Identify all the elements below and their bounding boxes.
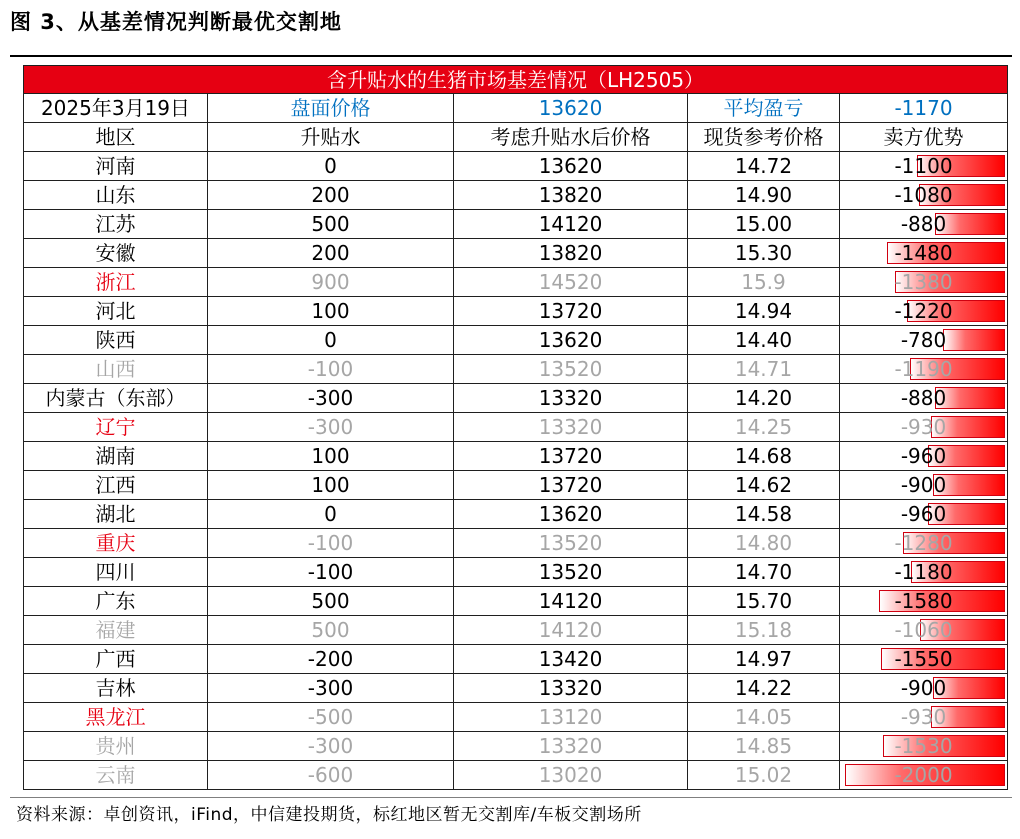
premium-cell: -200: [208, 645, 454, 674]
advantage-value: -930: [900, 705, 947, 729]
adjusted-price-cell: 13720: [454, 471, 688, 500]
region-cell: 安徽: [24, 239, 208, 268]
spot-price-cell: 15.9: [688, 268, 840, 297]
spot-price-cell: 14.62: [688, 471, 840, 500]
adjusted-price-cell: 13820: [454, 239, 688, 268]
premium-cell: -500: [208, 703, 454, 732]
advantage-value: -1080: [894, 183, 953, 207]
advantage-value: -1480: [894, 241, 953, 265]
premium-cell: -300: [208, 732, 454, 761]
spot-price-cell: 14.72: [688, 152, 840, 181]
premium-cell: -300: [208, 413, 454, 442]
source-divider: [10, 797, 1012, 798]
spot-price-cell: 14.85: [688, 732, 840, 761]
adjusted-price-cell: 13620: [454, 500, 688, 529]
table-row: [24, 181, 1008, 210]
region-cell: 吉林: [24, 674, 208, 703]
premium-cell: 0: [208, 152, 454, 181]
adjusted-price-cell: 13120: [454, 703, 688, 732]
spot-price-cell: 14.97: [688, 645, 840, 674]
region-cell: 云南: [24, 761, 208, 790]
seller-advantage-cell: [840, 268, 1008, 297]
spot-price-cell: 14.05: [688, 703, 840, 732]
header-premium: 升贴水: [208, 123, 454, 152]
table-row: [24, 529, 1008, 558]
seller-advantage-cell: [840, 413, 1008, 442]
table-row: [24, 500, 1008, 529]
figure-title: 图 3、从基差情况判断最优交割地: [10, 10, 342, 34]
premium-cell: -300: [208, 384, 454, 413]
futures-price-label: 盘面价格: [208, 94, 454, 123]
premium-cell: 200: [208, 239, 454, 268]
seller-advantage-cell: [840, 529, 1008, 558]
seller-advantage-cell: [840, 181, 1008, 210]
spot-price-cell: 15.02: [688, 761, 840, 790]
table-row: [24, 761, 1008, 790]
advantage-value: -930: [900, 415, 947, 439]
region-cell: 福建: [24, 616, 208, 645]
basis-table: [23, 65, 1008, 790]
adjusted-price-cell: 14520: [454, 268, 688, 297]
region-cell: 湖北: [24, 500, 208, 529]
premium-cell: 0: [208, 326, 454, 355]
table-row: [24, 674, 1008, 703]
adjusted-price-cell: 13820: [454, 181, 688, 210]
advantage-value: -880: [900, 386, 947, 410]
table-row: [24, 703, 1008, 732]
advantage-value: -960: [900, 444, 947, 468]
spot-price-cell: 14.71: [688, 355, 840, 384]
header-spot-price: 现货参考价格: [688, 123, 840, 152]
advantage-value: -1180: [894, 560, 953, 584]
header-seller-advantage: 卖方优势: [840, 123, 1008, 152]
table-row: [24, 558, 1008, 587]
adjusted-price-cell: 13320: [454, 413, 688, 442]
region-cell: 湖南: [24, 442, 208, 471]
region-cell: 江西: [24, 471, 208, 500]
premium-cell: -100: [208, 558, 454, 587]
table-row: [24, 442, 1008, 471]
region-cell: 广西: [24, 645, 208, 674]
seller-advantage-cell: [840, 732, 1008, 761]
seller-advantage-cell: [840, 210, 1008, 239]
spot-price-cell: 14.80: [688, 529, 840, 558]
region-cell: 陕西: [24, 326, 208, 355]
avg-pnl-label: 平均盈亏: [688, 94, 840, 123]
advantage-value: -1280: [894, 531, 953, 555]
premium-cell: -100: [208, 355, 454, 384]
source-note: 资料来源：卓创资讯，iFind，中信建投期货，标红地区暂无交割库/车板交割场所: [16, 805, 642, 825]
advantage-value: -1380: [894, 270, 953, 294]
adjusted-price-cell: 13320: [454, 674, 688, 703]
meta-row: [24, 94, 1008, 123]
premium-cell: -600: [208, 761, 454, 790]
premium-cell: -300: [208, 674, 454, 703]
spot-price-cell: 14.22: [688, 674, 840, 703]
adjusted-price-cell: 13620: [454, 326, 688, 355]
seller-advantage-cell: [840, 616, 1008, 645]
table-row: [24, 210, 1008, 239]
region-cell: 贵州: [24, 732, 208, 761]
seller-advantage-cell: [840, 442, 1008, 471]
table-row: [24, 297, 1008, 326]
advantage-value: -1060: [894, 618, 953, 642]
adjusted-price-cell: 13020: [454, 761, 688, 790]
advantage-value: -1100: [894, 154, 953, 178]
adjusted-price-cell: 13320: [454, 384, 688, 413]
adjusted-price-cell: 14120: [454, 616, 688, 645]
advantage-value: -1580: [894, 589, 953, 613]
spot-price-cell: 15.00: [688, 210, 840, 239]
seller-advantage-cell: [840, 297, 1008, 326]
table-row: [24, 587, 1008, 616]
advantage-value: -900: [900, 473, 947, 497]
header-row: [24, 123, 1008, 152]
adjusted-price-cell: 13720: [454, 297, 688, 326]
seller-advantage-cell: [840, 384, 1008, 413]
region-cell: 黑龙江: [24, 703, 208, 732]
advantage-value: -1220: [894, 299, 953, 323]
advantage-value: -1190: [894, 357, 953, 381]
table-row: [24, 355, 1008, 384]
spot-price-cell: 14.58: [688, 500, 840, 529]
header-adjusted-price: 考虑升贴水后价格: [454, 123, 688, 152]
seller-advantage-cell: [840, 703, 1008, 732]
region-cell: 辽宁: [24, 413, 208, 442]
table-row: [24, 732, 1008, 761]
adjusted-price-cell: 14120: [454, 587, 688, 616]
seller-advantage-cell: [840, 587, 1008, 616]
spot-price-cell: 15.70: [688, 587, 840, 616]
premium-cell: 200: [208, 181, 454, 210]
region-cell: 河北: [24, 297, 208, 326]
premium-cell: 100: [208, 471, 454, 500]
adjusted-price-cell: 13720: [454, 442, 688, 471]
adjusted-price-cell: 13520: [454, 355, 688, 384]
region-cell: 河南: [24, 152, 208, 181]
advantage-value: -900: [900, 676, 947, 700]
avg-pnl-value: -1170: [840, 94, 1008, 123]
region-cell: 浙江: [24, 268, 208, 297]
advantage-value: -960: [900, 502, 947, 526]
adjusted-price-cell: 13520: [454, 529, 688, 558]
premium-cell: 100: [208, 297, 454, 326]
seller-advantage-cell: [840, 674, 1008, 703]
region-cell: 江苏: [24, 210, 208, 239]
region-cell: 四川: [24, 558, 208, 587]
premium-cell: -100: [208, 529, 454, 558]
table-banner-row: [24, 66, 1008, 94]
region-cell: 山东: [24, 181, 208, 210]
premium-cell: 500: [208, 210, 454, 239]
advantage-value: -780: [900, 328, 947, 352]
premium-cell: 100: [208, 442, 454, 471]
spot-price-cell: 14.90: [688, 181, 840, 210]
advantage-value: -1530: [894, 734, 953, 758]
seller-advantage-cell: [840, 558, 1008, 587]
adjusted-price-cell: 13320: [454, 732, 688, 761]
table-banner: 含升贴水的生猪市场基差情况（LH2505）: [24, 66, 1008, 94]
seller-advantage-cell: [840, 500, 1008, 529]
table-row: [24, 326, 1008, 355]
table-row: [24, 268, 1008, 297]
seller-advantage-cell: [840, 761, 1008, 790]
spot-price-cell: 15.30: [688, 239, 840, 268]
adjusted-price-cell: 13620: [454, 152, 688, 181]
advantage-value: -880: [900, 212, 947, 236]
table-row: [24, 239, 1008, 268]
seller-advantage-cell: [840, 239, 1008, 268]
spot-price-cell: 14.25: [688, 413, 840, 442]
spot-price-cell: 14.70: [688, 558, 840, 587]
adjusted-price-cell: 13420: [454, 645, 688, 674]
futures-price-value: 13620: [454, 94, 688, 123]
premium-cell: 900: [208, 268, 454, 297]
spot-price-cell: 14.68: [688, 442, 840, 471]
advantage-value: -2000: [894, 763, 953, 787]
table-row: [24, 471, 1008, 500]
seller-advantage-cell: [840, 645, 1008, 674]
spot-price-cell: 14.20: [688, 384, 840, 413]
advantage-value: -1550: [894, 647, 953, 671]
premium-cell: 500: [208, 587, 454, 616]
region-cell: 内蒙古（东部）: [24, 384, 208, 413]
title-divider: [10, 55, 1012, 57]
table-row: [24, 645, 1008, 674]
spot-price-cell: 14.94: [688, 297, 840, 326]
header-region: 地区: [24, 123, 208, 152]
seller-advantage-cell: [840, 355, 1008, 384]
adjusted-price-cell: 13520: [454, 558, 688, 587]
table-row: [24, 616, 1008, 645]
seller-advantage-cell: [840, 326, 1008, 355]
adjusted-price-cell: 14120: [454, 210, 688, 239]
date-cell: 2025年3月19日: [24, 94, 208, 123]
table-row: [24, 413, 1008, 442]
region-cell: 广东: [24, 587, 208, 616]
seller-advantage-cell: [840, 152, 1008, 181]
advantage-data-bar: [943, 329, 1005, 351]
premium-cell: 0: [208, 500, 454, 529]
table-row: [24, 384, 1008, 413]
table-row: [24, 152, 1008, 181]
region-cell: 重庆: [24, 529, 208, 558]
spot-price-cell: 14.40: [688, 326, 840, 355]
region-cell: 山西: [24, 355, 208, 384]
spot-price-cell: 15.18: [688, 616, 840, 645]
premium-cell: 500: [208, 616, 454, 645]
seller-advantage-cell: [840, 471, 1008, 500]
